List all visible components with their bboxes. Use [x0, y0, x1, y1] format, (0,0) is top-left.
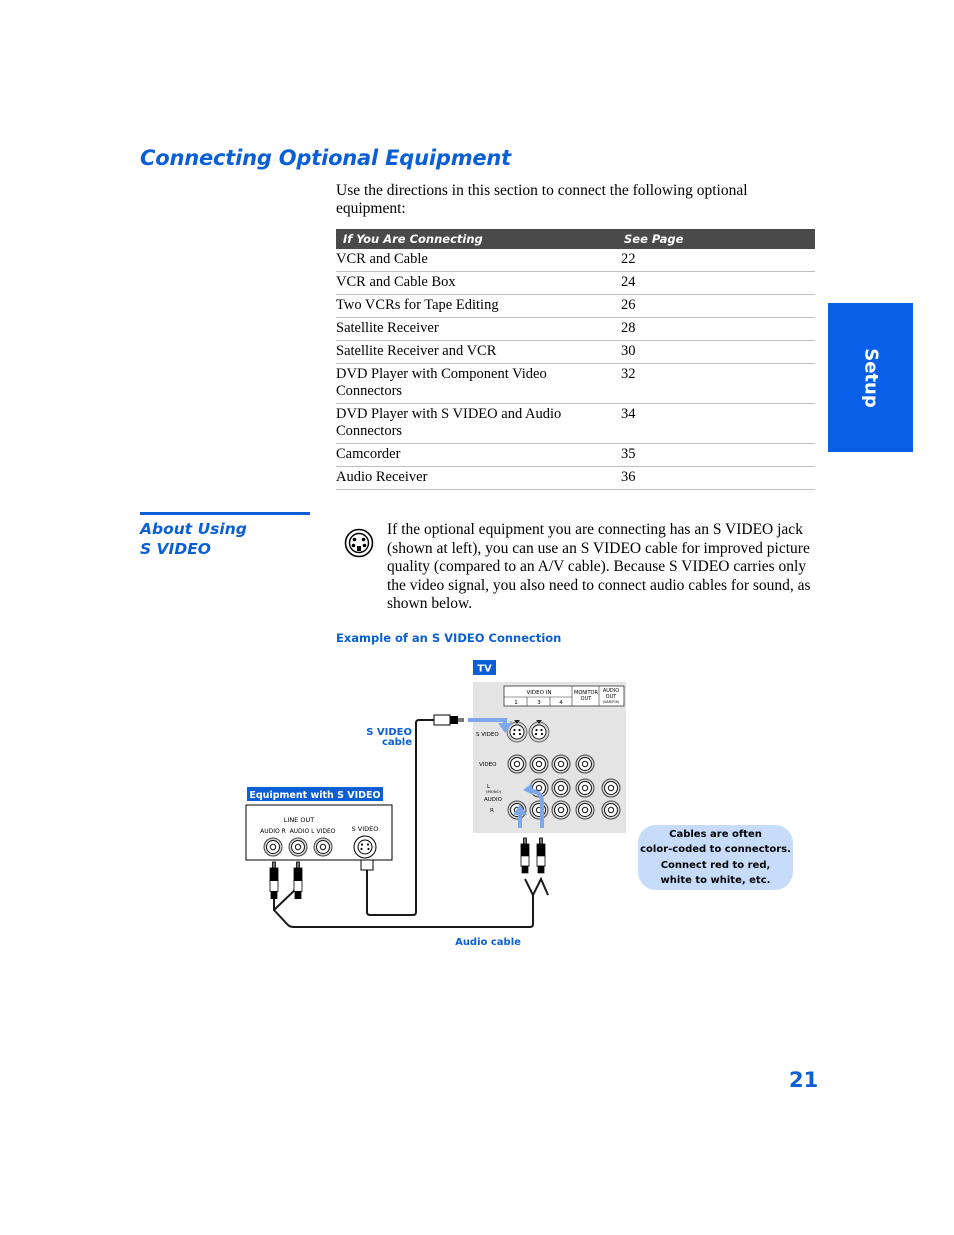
row-page: 32	[621, 364, 815, 404]
audio-cable	[274, 879, 548, 927]
tv-label: TV	[477, 663, 492, 675]
page-title: Connecting Optional Equipment	[140, 146, 512, 170]
video-label: VIDEO	[316, 828, 336, 835]
rca-plug	[270, 862, 278, 899]
row-mono-label: (MONO)	[486, 789, 502, 794]
table-row	[336, 318, 815, 341]
tv-rca-jack	[552, 779, 570, 797]
audio-out-label-2: OUT	[605, 694, 617, 700]
tv-rca-jack	[552, 801, 570, 819]
row-item: Two VCRs for Tape Editing	[336, 295, 621, 318]
section-title-line1: About Using	[140, 520, 247, 538]
tv-rca-jack	[602, 801, 620, 819]
table-row	[336, 467, 815, 490]
row-item: DVD Player with Component Video Connectors	[336, 364, 621, 404]
monitor-out-label-2: OUT	[580, 696, 592, 702]
column-header-connecting: If You Are Connecting	[336, 229, 621, 249]
row-item: VCR and Cable Box	[336, 272, 621, 295]
row-r-label: R	[490, 808, 494, 814]
section-tab-setup	[828, 303, 913, 452]
equipment-rca-jack	[314, 838, 332, 856]
table-row	[336, 295, 815, 318]
svideo-connection-diagram	[230, 655, 800, 955]
tv-rca-jack	[602, 779, 620, 797]
row-item: Camcorder	[336, 444, 621, 467]
audio-cable-label: Audio cable	[455, 937, 521, 948]
tv-rca-jack	[576, 755, 594, 773]
tv-rca-jack	[530, 755, 548, 773]
audio-out-label-3: (VAR/FIX)	[602, 700, 620, 704]
row-svideo-label: S VIDEO	[476, 732, 499, 738]
table-row	[336, 272, 815, 295]
equipment-label: Equipment with S VIDEO	[249, 790, 381, 801]
rca-plug	[537, 838, 545, 873]
section-title	[140, 519, 247, 559]
audio-out-label: AUDIO	[602, 688, 620, 694]
note-line-2: color-coded to connectors.	[640, 844, 791, 855]
connections-table	[336, 229, 815, 490]
intro-paragraph: Use the directions in this section to connect the following optional equipment:	[336, 182, 748, 217]
row-page: 36	[621, 467, 815, 490]
row-item: Audio Receiver	[336, 467, 621, 490]
table-header-row	[336, 229, 815, 249]
diagram-caption: Example of an S VIDEO Connection	[336, 631, 562, 645]
row-l-label: L	[487, 784, 491, 790]
video-in-label: VIDEO IN	[526, 690, 552, 696]
equipment-rear-panel	[246, 805, 392, 860]
svideo-jack-icon	[344, 528, 374, 558]
rca-plug	[294, 862, 302, 899]
tv-rca-jack	[552, 755, 570, 773]
audio-l-label: AUDIO L	[289, 828, 315, 835]
col4-label: 4	[559, 700, 563, 706]
row-page: 22	[621, 249, 815, 272]
line-out-label: LINE OUT	[283, 816, 315, 824]
equipment-rca-jack	[289, 838, 307, 856]
tv-rca-jack	[508, 755, 526, 773]
row-page: 35	[621, 444, 815, 467]
note-line-1: Cables are often	[669, 829, 762, 840]
equipment-rca-jack	[264, 838, 282, 856]
monitor-out-label: MONITOR	[574, 690, 598, 696]
svideo-cable-label-2: cable	[381, 737, 412, 748]
row-page: 34	[621, 404, 815, 444]
row-video-label: VIDEO	[479, 762, 497, 768]
svideo-paragraph: If the optional equipment you are connecting has an S VIDEO jack (shown at left), you can use an S VIDEO cable for improved picture quality (compared to an A/V cable). Because S VIDEO carries only the video signal, you also need to connect audio cables for sound, as shown below.	[387, 521, 811, 612]
tv-rear-panel	[473, 682, 626, 833]
audio-r-label: AUDIO R	[260, 828, 286, 835]
note-line-4: white to white, etc.	[660, 875, 771, 886]
row-page: 30	[621, 341, 815, 364]
tv-rca-jack	[576, 779, 594, 797]
s-video-label: S VIDEO	[351, 825, 379, 833]
tv-rca-jack	[530, 801, 548, 819]
color-code-note	[638, 825, 793, 890]
tv-rca-jack	[576, 801, 594, 819]
column-header-see-page: See Page	[621, 229, 815, 249]
row-audio-label: AUDIO	[484, 797, 502, 803]
note-line-3: Connect red to red,	[660, 860, 771, 871]
equipment-rca-jacks	[264, 838, 332, 856]
row-page: 24	[621, 272, 815, 295]
row-item: DVD Player with S VIDEO and Audio Connectors	[336, 404, 621, 444]
row-item: VCR and Cable	[336, 249, 621, 272]
page-number: 21	[789, 1068, 819, 1092]
section-rule	[140, 512, 310, 515]
col3-label: 3	[537, 700, 541, 706]
row-item: Satellite Receiver and VCR	[336, 341, 621, 364]
table-row	[336, 444, 815, 467]
svideo-cable-label: S VIDEO	[366, 727, 412, 738]
col1-label: 1	[514, 700, 518, 706]
row-item: Satellite Receiver	[336, 318, 621, 341]
row-page: 28	[621, 318, 815, 341]
table-row	[336, 404, 815, 444]
section-tab-label: Setup	[860, 347, 881, 408]
table-row	[336, 364, 815, 404]
table-row	[336, 341, 815, 364]
row-page: 26	[621, 295, 815, 318]
table-row	[336, 249, 815, 272]
section-title-line2: S VIDEO	[140, 540, 211, 558]
rca-plug	[521, 838, 529, 873]
